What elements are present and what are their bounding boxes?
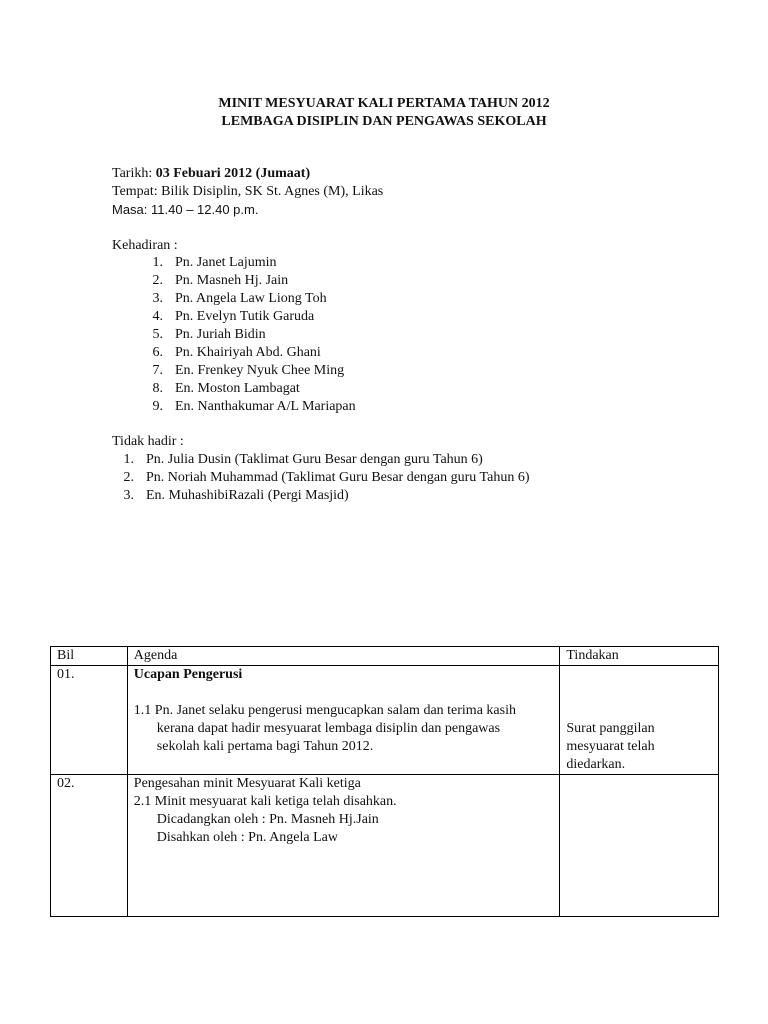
- meeting-date: [112, 165, 310, 183]
- agenda-line: 1.1 Pn. Janet selaku pengerusi mengucapkan salam dan terima kasih: [133, 703, 516, 718]
- document-title-line1: MINIT MESYUARAT KALI PERTAMA TAHUN 2012: [218, 96, 550, 111]
- attendance-item: 7. En. Frenkey Nyuk Chee Ming: [152, 363, 345, 378]
- table-row: [51, 775, 719, 917]
- row-agenda: [127, 666, 560, 775]
- header-tindakan: Tindakan: [560, 647, 719, 666]
- agenda-table: [50, 646, 719, 917]
- document-title-line2: LEMBAGA DISIPLIN DAN PENGAWAS SEKOLAH: [221, 114, 547, 129]
- table-header-row: [51, 647, 719, 666]
- attendance-item: 9. En. Nanthakumar A/L Mariapan: [152, 399, 356, 414]
- attendance-item: 1. Pn. Janet Lajumin: [152, 255, 277, 270]
- absent-item: 2. Pn. Noriah Muhammad (Taklimat Guru Besar dengan guru Tahun 6): [123, 470, 530, 485]
- attendance-item: 4. Pn. Evelyn Tutik Garuda: [152, 309, 315, 324]
- agenda-line: kerana dapat hadir mesyuarat lembaga disiplin dan pengawas: [156, 721, 501, 736]
- row-agenda: [127, 775, 560, 917]
- attendance-item: 5. Pn. Juriah Bidin: [152, 327, 266, 342]
- attendance-item: 3. Pn. Angela Law Liong Toh: [152, 291, 327, 306]
- tindakan-line: mesyuarat telah: [566, 739, 655, 754]
- attendance-item: 6. Pn. Khairiyah Abd. Ghani: [152, 345, 321, 360]
- attendance-item: 2. Pn. Masneh Hj. Jain: [152, 273, 289, 288]
- header-agenda: Agenda: [127, 647, 560, 666]
- meeting-place: Tempat: Bilik Disiplin, SK St. Agnes (M), Likas: [112, 184, 384, 199]
- agenda-line: Disahkan oleh : Pn. Angela Law: [156, 830, 338, 845]
- attendance-label: Kehadiran :: [112, 238, 178, 253]
- row-tindakan: [560, 666, 719, 775]
- absent-item: 3. En. MuhashibiRazali (Pergi Masjid): [123, 488, 349, 503]
- meeting-time: Masa: 11.40 – 12.40 p.m.: [112, 202, 259, 217]
- absent-item: 1. Pn. Julia Dusin (Taklimat Guru Besar dengan guru Tahun 6): [123, 452, 483, 467]
- absent-label: Tidak hadir :: [112, 434, 184, 449]
- agenda-heading: Pengesahan minit Mesyuarat Kali ketiga: [133, 776, 361, 791]
- agenda-heading: Ucapan Pengerusi: [133, 667, 243, 682]
- tindakan-line: Surat panggilan: [566, 721, 655, 736]
- agenda-line: 2.1 Minit mesyuarat kali ketiga telah disahkan.: [133, 794, 397, 809]
- table-row: [51, 666, 719, 775]
- attendance-item: 8. En. Moston Lambagat: [152, 381, 300, 396]
- tindakan-line: diedarkan.: [566, 757, 626, 772]
- agenda-line: Dicadangkan oleh : Pn. Masneh Hj.Jain: [156, 812, 379, 827]
- row-bil: 01.: [51, 666, 128, 775]
- row-bil: 02.: [51, 775, 128, 917]
- header-bil: Bil: [51, 647, 128, 666]
- date-label: Tarikh:: [112, 166, 156, 181]
- agenda-line: sekolah kali pertama bagi Tahun 2012.: [156, 739, 374, 754]
- date-value: 03 Febuari 2012 (Jumaat): [155, 166, 311, 181]
- row-tindakan: [560, 775, 719, 917]
